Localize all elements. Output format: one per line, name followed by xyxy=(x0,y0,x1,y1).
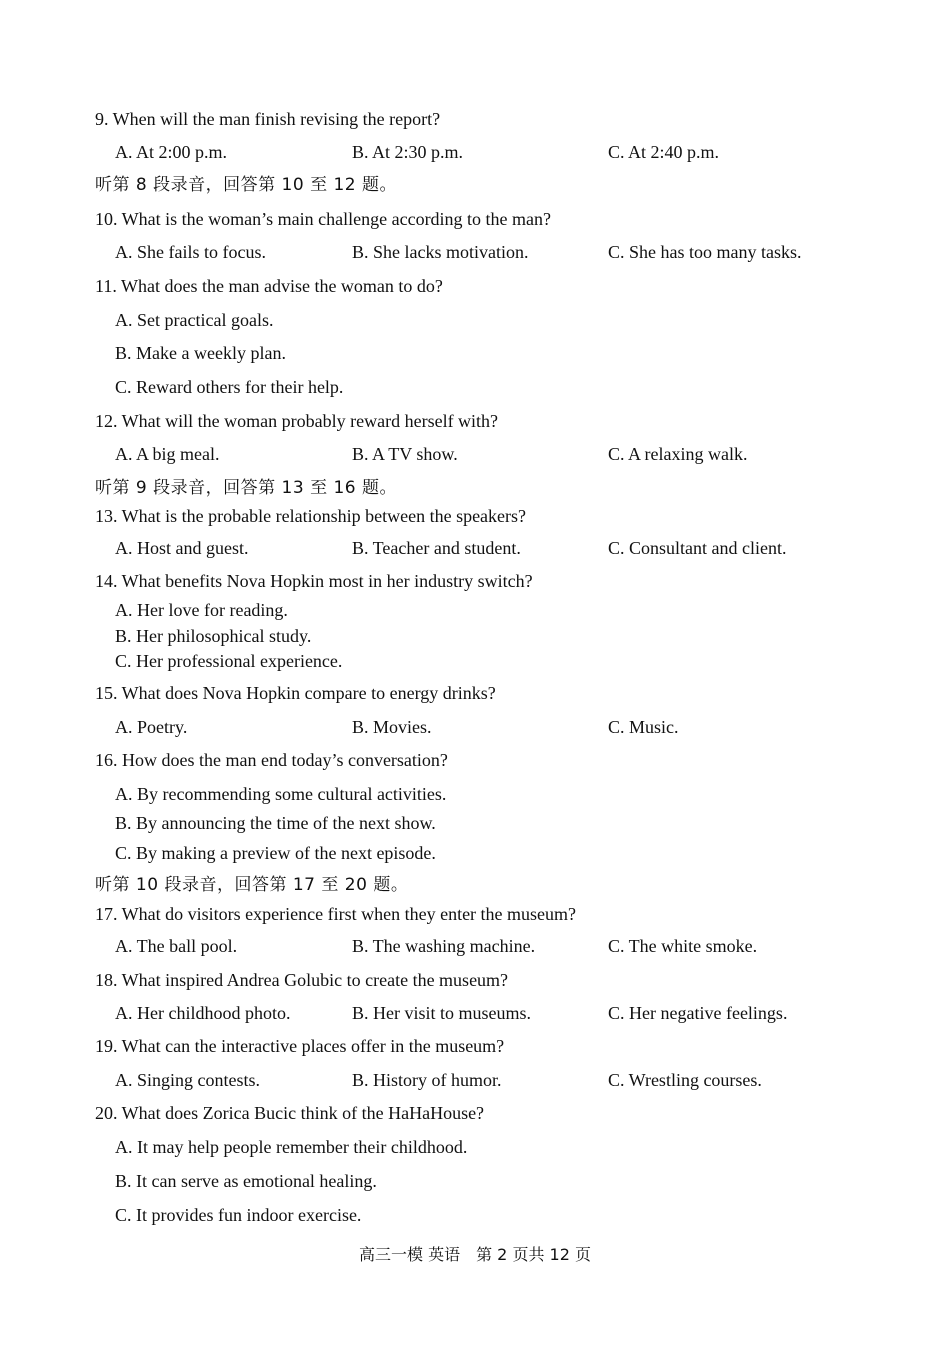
question-15: 15. What does Nova Hopkin compare to energy drinks? xyxy=(95,683,496,703)
option-12a: A. A big meal. xyxy=(115,444,220,464)
option-18c: C. Her negative feelings. xyxy=(608,1003,788,1023)
option-14a: A. Her love for reading. xyxy=(115,600,288,620)
option-13c: C. Consultant and client. xyxy=(608,538,787,558)
option-11a: A. Set practical goals. xyxy=(115,310,274,330)
question-18: 18. What inspired Andrea Golubic to create the museum? xyxy=(95,970,509,990)
question-19: 19. What can the interactive places offer in the museum? xyxy=(95,1036,505,1056)
option-17c: C. The white smoke. xyxy=(608,936,758,956)
option-9a: A. At 2:00 p.m. xyxy=(115,142,228,162)
option-16c: C. By making a preview of the next episode. xyxy=(115,843,436,863)
option-9c: C. At 2:40 p.m. xyxy=(608,142,720,162)
section-8-instruction: 听第 8 段录音，回答第 10 至 12 题。 xyxy=(95,175,398,195)
section-10-instruction: 听第 10 段录音，回答第 17 至 20 题。 xyxy=(95,875,409,895)
option-11b: B. Make a weekly plan. xyxy=(115,343,286,363)
option-14b: B. Her philosophical study. xyxy=(115,626,312,646)
question-12: 12. What will the woman probably reward herself with? xyxy=(95,411,499,431)
option-12b: B. A TV show. xyxy=(352,444,458,464)
option-15a: A. Poetry. xyxy=(115,717,188,737)
option-18a: A. Her childhood photo. xyxy=(115,1003,291,1023)
option-15b: B. Movies. xyxy=(352,717,432,737)
option-16a: A. By recommending some cultural activities. xyxy=(115,784,447,804)
question-10: 10. What is the woman’s main challenge according to the man? xyxy=(95,209,552,229)
option-15c: C. Music. xyxy=(608,717,679,737)
question-11: 11. What does the man advise the woman to do? xyxy=(95,276,443,296)
option-18b: B. Her visit to museums. xyxy=(352,1003,531,1023)
option-14c: C. Her professional experience. xyxy=(115,651,343,671)
option-17b: B. The washing machine. xyxy=(352,936,536,956)
option-17a: A. The ball pool. xyxy=(115,936,238,956)
option-16b: B. By announcing the time of the next show. xyxy=(115,813,436,833)
option-19c: C. Wrestling courses. xyxy=(608,1070,762,1090)
question-17: 17. What do visitors experience first when they enter the museum? xyxy=(95,904,577,924)
option-20a: A. It may help people remember their childhood. xyxy=(115,1137,468,1157)
page-footer: 高三一模 英语 第 2 页共 12 页 xyxy=(359,1245,591,1264)
option-20c: C. It provides fun indoor exercise. xyxy=(115,1205,362,1225)
section-9-instruction: 听第 9 段录音，回答第 13 至 16 题。 xyxy=(95,478,398,498)
option-13a: A. Host and guest. xyxy=(115,538,249,558)
option-13b: B. Teacher and student. xyxy=(352,538,521,558)
question-20: 20. What does Zorica Bucic think of the HaHaHouse? xyxy=(95,1103,485,1123)
option-10a: A. She fails to focus. xyxy=(115,242,266,262)
option-20b: B. It can serve as emotional healing. xyxy=(115,1171,377,1191)
option-19b: B. History of humor. xyxy=(352,1070,502,1090)
option-19a: A. Singing contests. xyxy=(115,1070,261,1090)
option-10c: C. She has too many tasks. xyxy=(608,242,802,262)
option-9b: B. At 2:30 p.m. xyxy=(352,142,464,162)
option-10b: B. She lacks motivation. xyxy=(352,242,529,262)
question-14: 14. What benefits Nova Hopkin most in her industry switch? xyxy=(95,571,533,591)
question-9: 9. When will the man finish revising the report? xyxy=(95,109,441,129)
option-12c: C. A relaxing walk. xyxy=(608,444,748,464)
question-13: 13. What is the probable relationship between the speakers? xyxy=(95,506,527,526)
question-16: 16. How does the man end today’s conversation? xyxy=(95,750,448,770)
option-11c: C. Reward others for their help. xyxy=(115,377,344,397)
